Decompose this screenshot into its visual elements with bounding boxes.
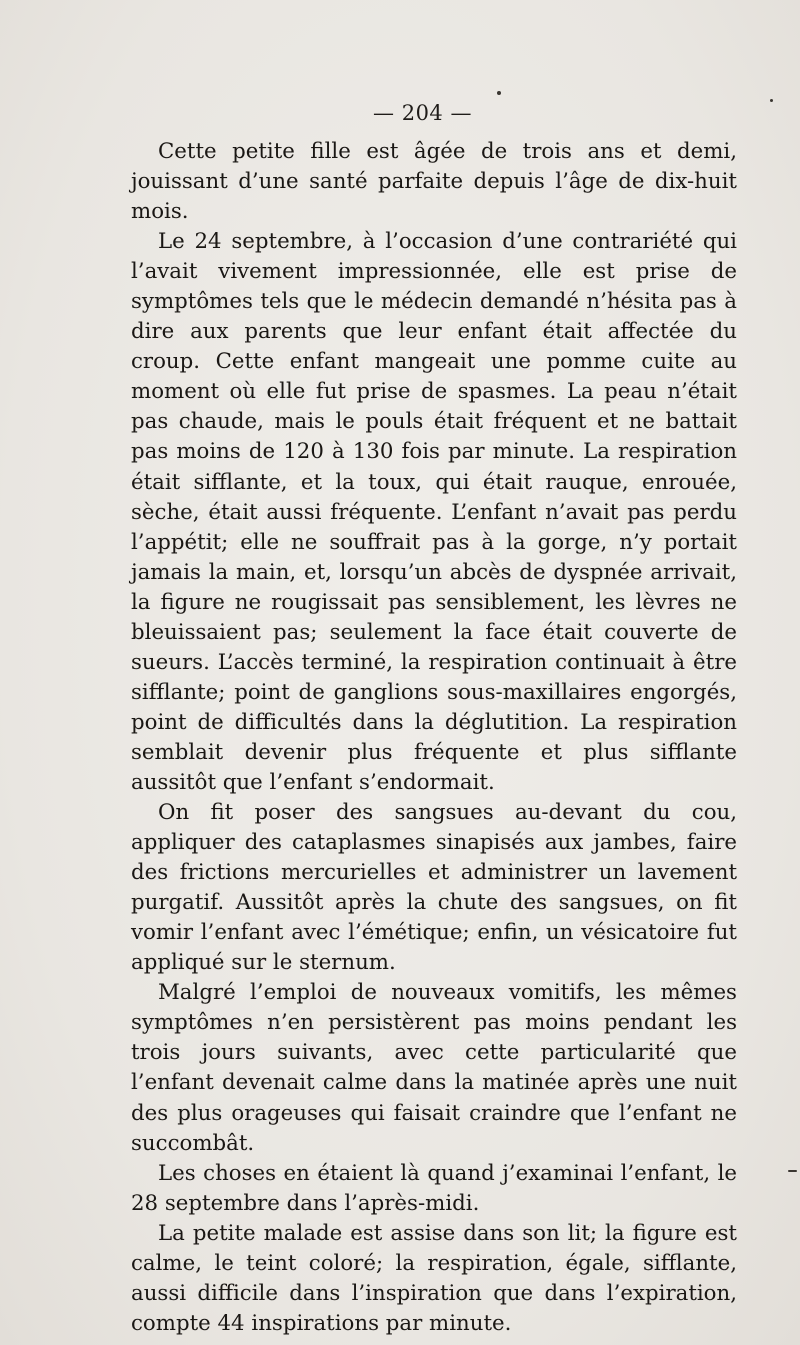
paragraph-1: Cette petite fille est âgée de trois ans et demi, jouissant d’une santé parfaite depuis l’âge de dix-huit mois. — [131, 139, 737, 225]
paper-speck — [788, 1170, 797, 1172]
paragraph-2: Le 24 septembre, à l’occasion d’une contrariété qui l’avait vivement impressionnée, elle est prise de symptômes tels que le médecin demandé n’hésita pas à dire aux parents que leur enfant était affectée du croup. Cette enfant mangeait une pomme cuite au moment où elle fut prise de spasmes. La peau n’était pas chaude, mais le pouls était fréquent et ne battait pas moins de 120 à 130 fois par minute. La respiration était sifflante, et la toux, qui était rauque, enrouée, sèche, était aussi fréquente. L’enfant n’avait pas perdu l’appétit; elle ne souffrait pas à la gorge, n’y portait jamais la main, et, lorsqu’un abcès de dyspnée arrivait, la figure ne rougissait pas sensiblement, les lèvres ne bleuissaient pas; seulement la face était couverte de sueurs. L’accès terminé, la respiration continuait à être sifflante; point de ganglions sous-maxillaires engorgés, point de difficultés dans la déglutition. La respiration semblait devenir plus fréquente et plus sifflante aussitôt que l’enfant s’endormait. — [131, 229, 737, 795]
body-text — [131, 137, 737, 1339]
paragraph-3: On fit poser des sangsues au-devant du cou, appliquer des cataplasmes sinapisés aux jambes, faire des frictions mercurielles et administrer un lavement purgatif. Aussitôt après la chute des sangsues, on fit vomir l’enfant avec l’émétique; enfin, un vésicatoire fut appliqué sur le sternum. — [131, 800, 737, 976]
paper-speck — [497, 91, 501, 95]
paper-speck — [770, 99, 773, 102]
paragraph-6: La petite malade est assise dans son lit; la figure est calme, le teint coloré; la respiration, égale, sifflante, aussi difficile dans l’inspiration que dans l’expiration, compte 44 inspirations par minute. — [131, 1220, 737, 1336]
paragraph-5: Les choses en étaient là quand j’examinai l’enfant, le 28 septembre dans l’après-midi. — [131, 1160, 737, 1216]
page-number: — 204 — — [373, 101, 472, 125]
paragraph-4: Malgré l’emploi de nouveaux vomitifs, les mêmes symptômes n’en persistèrent pas moins pendant les trois jours suivants, avec cette particularité que l’enfant devenait calme dans la matinée après une nuit des plus orageuses qui faisait craindre que l’enfant ne succombât. — [131, 980, 737, 1156]
